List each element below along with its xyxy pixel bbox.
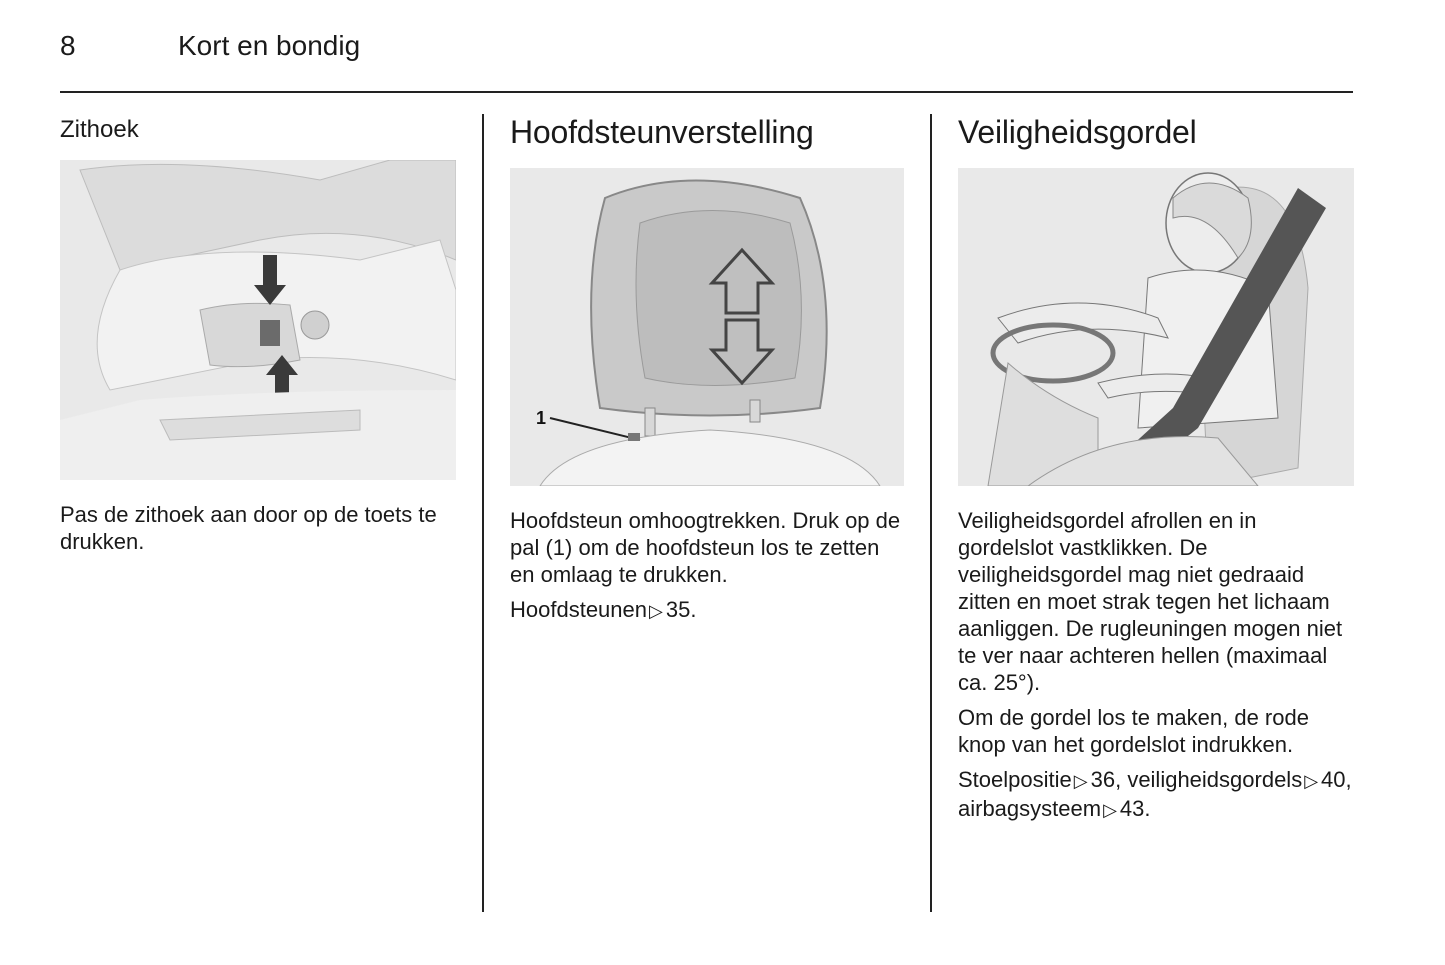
body-paragraph: Om de gordel los te maken, de rode knop van het gordelslot indrukken. xyxy=(958,705,1309,757)
xref-arrow-icon: ▷ xyxy=(1073,771,1088,791)
seat-recline-illustration xyxy=(60,160,456,480)
xref-arrow-icon: ▷ xyxy=(649,601,663,621)
column-divider xyxy=(482,114,484,912)
section-heading: Zithoek xyxy=(60,116,139,143)
headrest-drawing xyxy=(510,168,904,486)
reference-page: 40, xyxy=(1321,767,1352,792)
cross-reference[interactable] xyxy=(958,767,1121,792)
cross-reference[interactable] xyxy=(510,596,904,625)
column-divider xyxy=(930,114,932,912)
cross-reference[interactable] xyxy=(958,796,1151,821)
seat-recline-drawing xyxy=(60,160,456,480)
column-veiligheidsgordel xyxy=(958,110,1354,821)
column-zithoek xyxy=(60,110,456,554)
column-hoofdsteun xyxy=(510,110,904,622)
section-body xyxy=(510,507,904,633)
reference-text: Hoofdsteunen xyxy=(510,597,647,622)
reference-text: airbagsysteem xyxy=(958,796,1102,821)
cross-reference[interactable] xyxy=(1127,767,1351,792)
body-paragraph: Hoofdsteun omhoogtrekken. Druk op de pal (1) om de hoofdsteun los te zetten en omlaag te drukken. xyxy=(510,508,901,587)
figure-callout: 1 xyxy=(536,408,547,428)
xref-arrow-icon: ▷ xyxy=(1304,771,1319,791)
reference-text: veiligheidsgordels xyxy=(1127,767,1303,792)
seatbelt-illustration xyxy=(958,168,1354,486)
reference-text: Stoelpositie xyxy=(958,767,1072,792)
reference-page: 43. xyxy=(1119,796,1151,821)
headrest-illustration xyxy=(510,168,904,486)
section-body xyxy=(60,501,456,563)
section-heading: Hoofdsteunverstelling xyxy=(510,114,814,150)
reference-page: 35. xyxy=(665,597,697,622)
cross-references xyxy=(958,766,1354,824)
seatbelt-drawing xyxy=(958,168,1354,486)
header-rule xyxy=(60,91,1353,93)
running-title: Kort en bondig xyxy=(178,30,361,61)
body-paragraph: Veiligheidsgordel afrollen en in gordelslot vastklikken. De veiligheidsgordel mag niet gedraaid zitten en moet strak tegen het lichaam aanliggen. De rugleuningen mogen niet te ver naar achteren hellen (maximaal ca. 25°). xyxy=(958,508,1343,695)
section-body xyxy=(958,507,1354,832)
reference-page: 36, xyxy=(1090,767,1122,792)
section-heading: Veiligheidsgordel xyxy=(958,114,1197,150)
body-paragraph: Pas de zithoek aan door op de toets te drukken. xyxy=(60,502,437,554)
page-number: 8 xyxy=(60,30,76,61)
xref-arrow-icon: ▷ xyxy=(1103,800,1117,820)
